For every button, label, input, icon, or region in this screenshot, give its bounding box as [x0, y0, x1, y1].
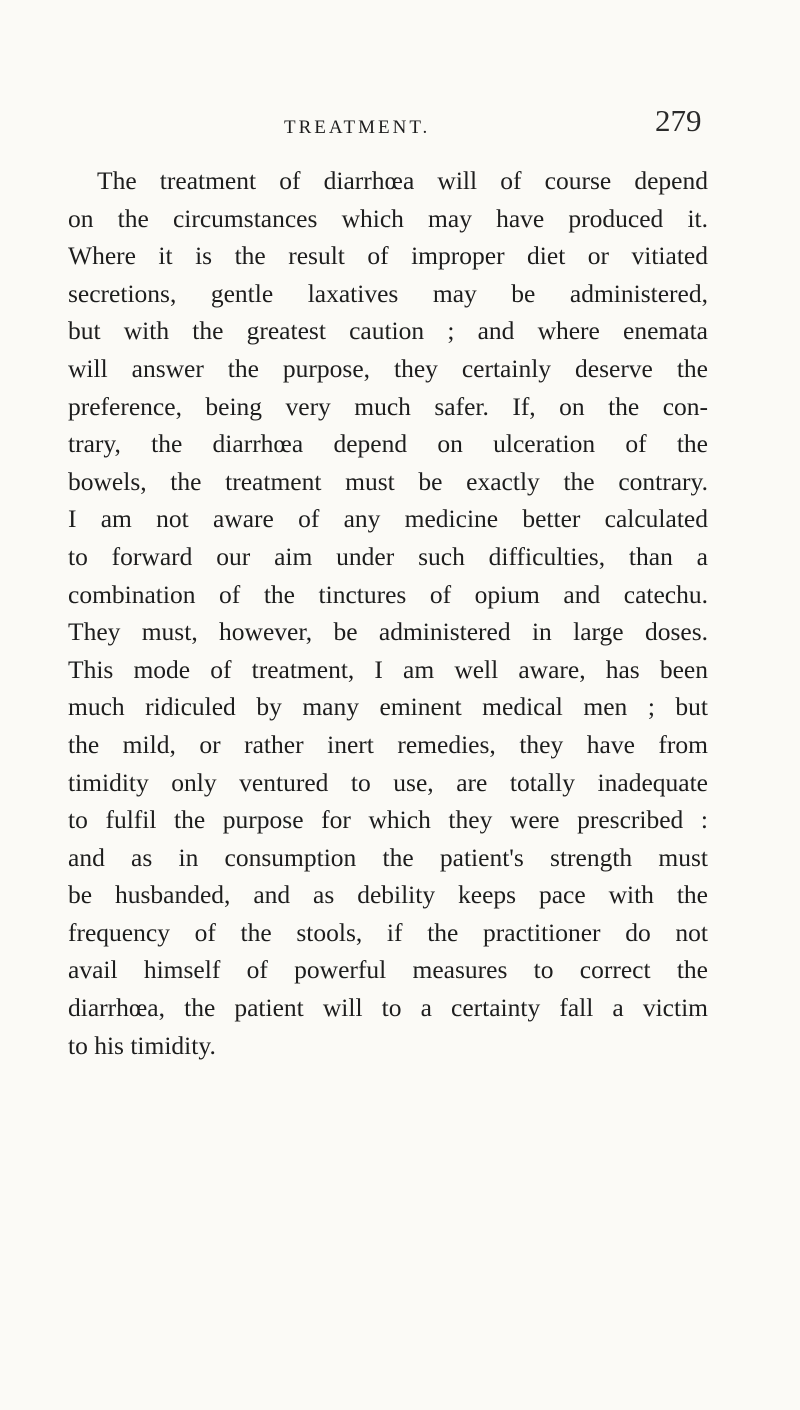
page-header	[0, 103, 800, 143]
text-line: to his timidity.	[68, 1030, 216, 1060]
text-line: frequency of the stools, if the practitioner do not	[68, 917, 708, 947]
text-line: on the circumstances which may have produced it.	[68, 203, 708, 233]
text-line: much ridiculed by many eminent medical men ; but	[68, 692, 708, 722]
text-line: I am not aware of any medicine better calculated	[68, 504, 708, 534]
text-line: combination of the tinctures of opium and catechu.	[68, 579, 708, 609]
text-line: preference, being very much safer. If, on the con-	[68, 391, 708, 421]
text-line: trary, the diarrhœa depend on ulceration of the	[68, 429, 708, 459]
text-line: timidity only ventured to use, are totally inadequate	[68, 767, 708, 797]
text-line: Where it is the result of improper diet or vitiated	[68, 241, 708, 271]
text-line: bowels, the treatment must be exactly the contrary.	[68, 466, 708, 496]
text-line: This mode of treatment, I am well aware, has been	[68, 654, 708, 684]
text-line: secretions, gentle laxatives may be administered,	[68, 278, 708, 308]
text-line: They must, however, be administered in large doses.	[68, 617, 708, 647]
text-line: The treatment of diarrhœa will of course depend	[97, 166, 708, 195]
text-line: diarrhœa, the patient will to a certainty fall a victim	[68, 993, 708, 1023]
body-paragraph	[68, 162, 708, 1064]
text-line: to fulfil the purpose for which they were prescribed :	[68, 805, 708, 835]
text-line: avail himself of powerful measures to correct the	[68, 955, 708, 985]
running-title: TREATMENT.	[284, 117, 431, 138]
text-line: be husbanded, and as debility keeps pace with the	[68, 880, 708, 910]
text-line: the mild, or rather inert remedies, they have from	[68, 729, 708, 759]
text-line: and as in consumption the patient's strength must	[68, 842, 708, 872]
text-line: but with the greatest caution ; and where enemata	[68, 316, 708, 346]
text-line: to forward our aim under such difficulties, than a	[68, 541, 708, 571]
page-number: 279	[655, 103, 702, 138]
text-line: will answer the purpose, they certainly deserve the	[68, 353, 708, 383]
